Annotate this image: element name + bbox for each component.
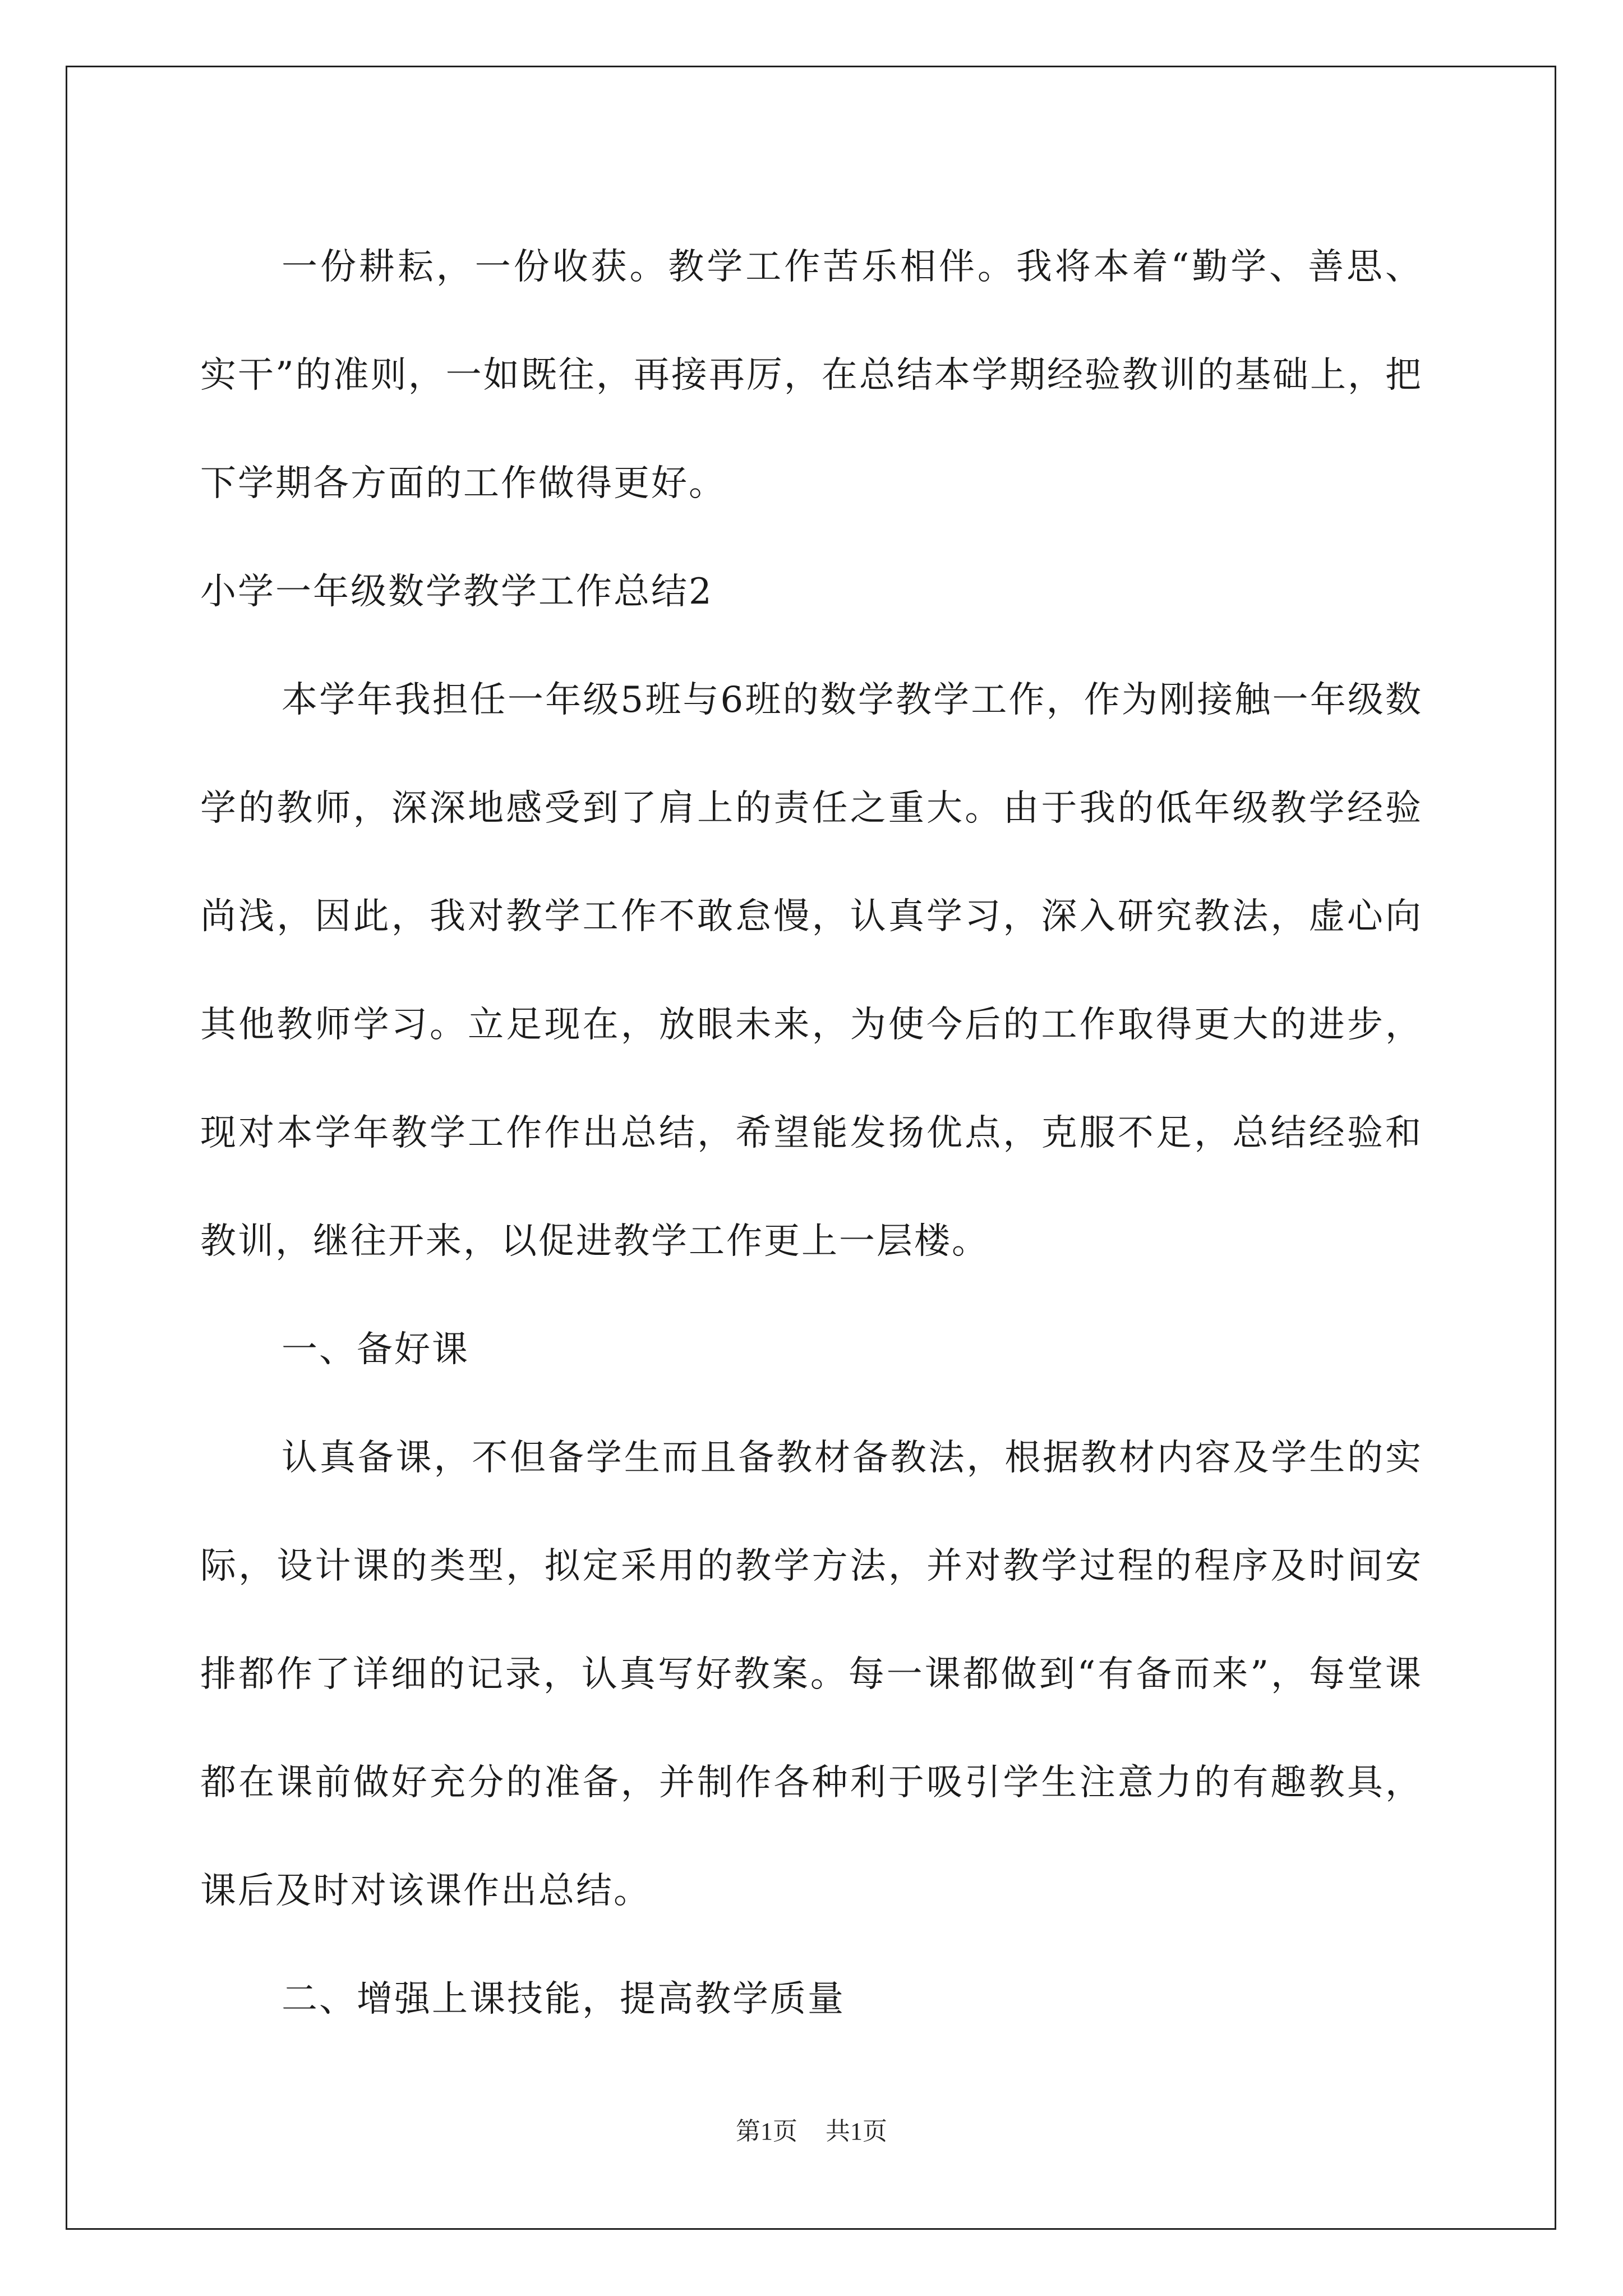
- page-number-total: 共1页: [826, 2118, 887, 2145]
- paragraph-prepare-lessons: 认真备课，不但备学生而且备教材备教法，根据教材内容及学生的实际，设计课的类型，拟定采用的教学方法，并对教学过程的程序及时间安排都作了详细的记录，认真写好教案。每一课都做到“有备而来”，每堂课都在课前做好充分的准备，并制作各种利于吸引学生注意力的有趣教具，课后及时对该课作出总结。: [200, 1437, 1423, 1912]
- paragraph-intro: 本学年我担任一年级5班与6班的数学教学工作，作为刚接触一年级数学的教师，深深地感受到了肩上的责任之重大。由于我的低年级教学经验尚浅，因此，我对教学工作不敢怠慢，认真学习，深入研究教法，虚心向其他教师学习。立足现在，放眼未来，为使今后的工作取得更大的进步，现对本学年教学工作作出总结，希望能发扬优点，克服不足，总结经验和教训，继往开来，以促进教学工作更上一层楼。: [200, 679, 1423, 1262]
- page-footer: [0, 2115, 1623, 2148]
- page-number-current: 第1页: [736, 2118, 797, 2145]
- section-title: 小学一年级数学教学工作总结2: [200, 571, 713, 613]
- document-body: [200, 213, 1423, 2054]
- subheading-prepare-lessons: 一、备好课: [282, 1329, 469, 1370]
- paragraph-conclusion: 一份耕耘，一份收获。教学工作苦乐相伴。我将本着“勤学、善思、实干”的准则，一如既往，再接再厉，在总结本学期经验教训的基础上，把下学期各方面的工作做得更好。: [200, 246, 1423, 504]
- subheading-teaching-skills: 二、增强上课技能，提高教学质量: [282, 1978, 845, 2020]
